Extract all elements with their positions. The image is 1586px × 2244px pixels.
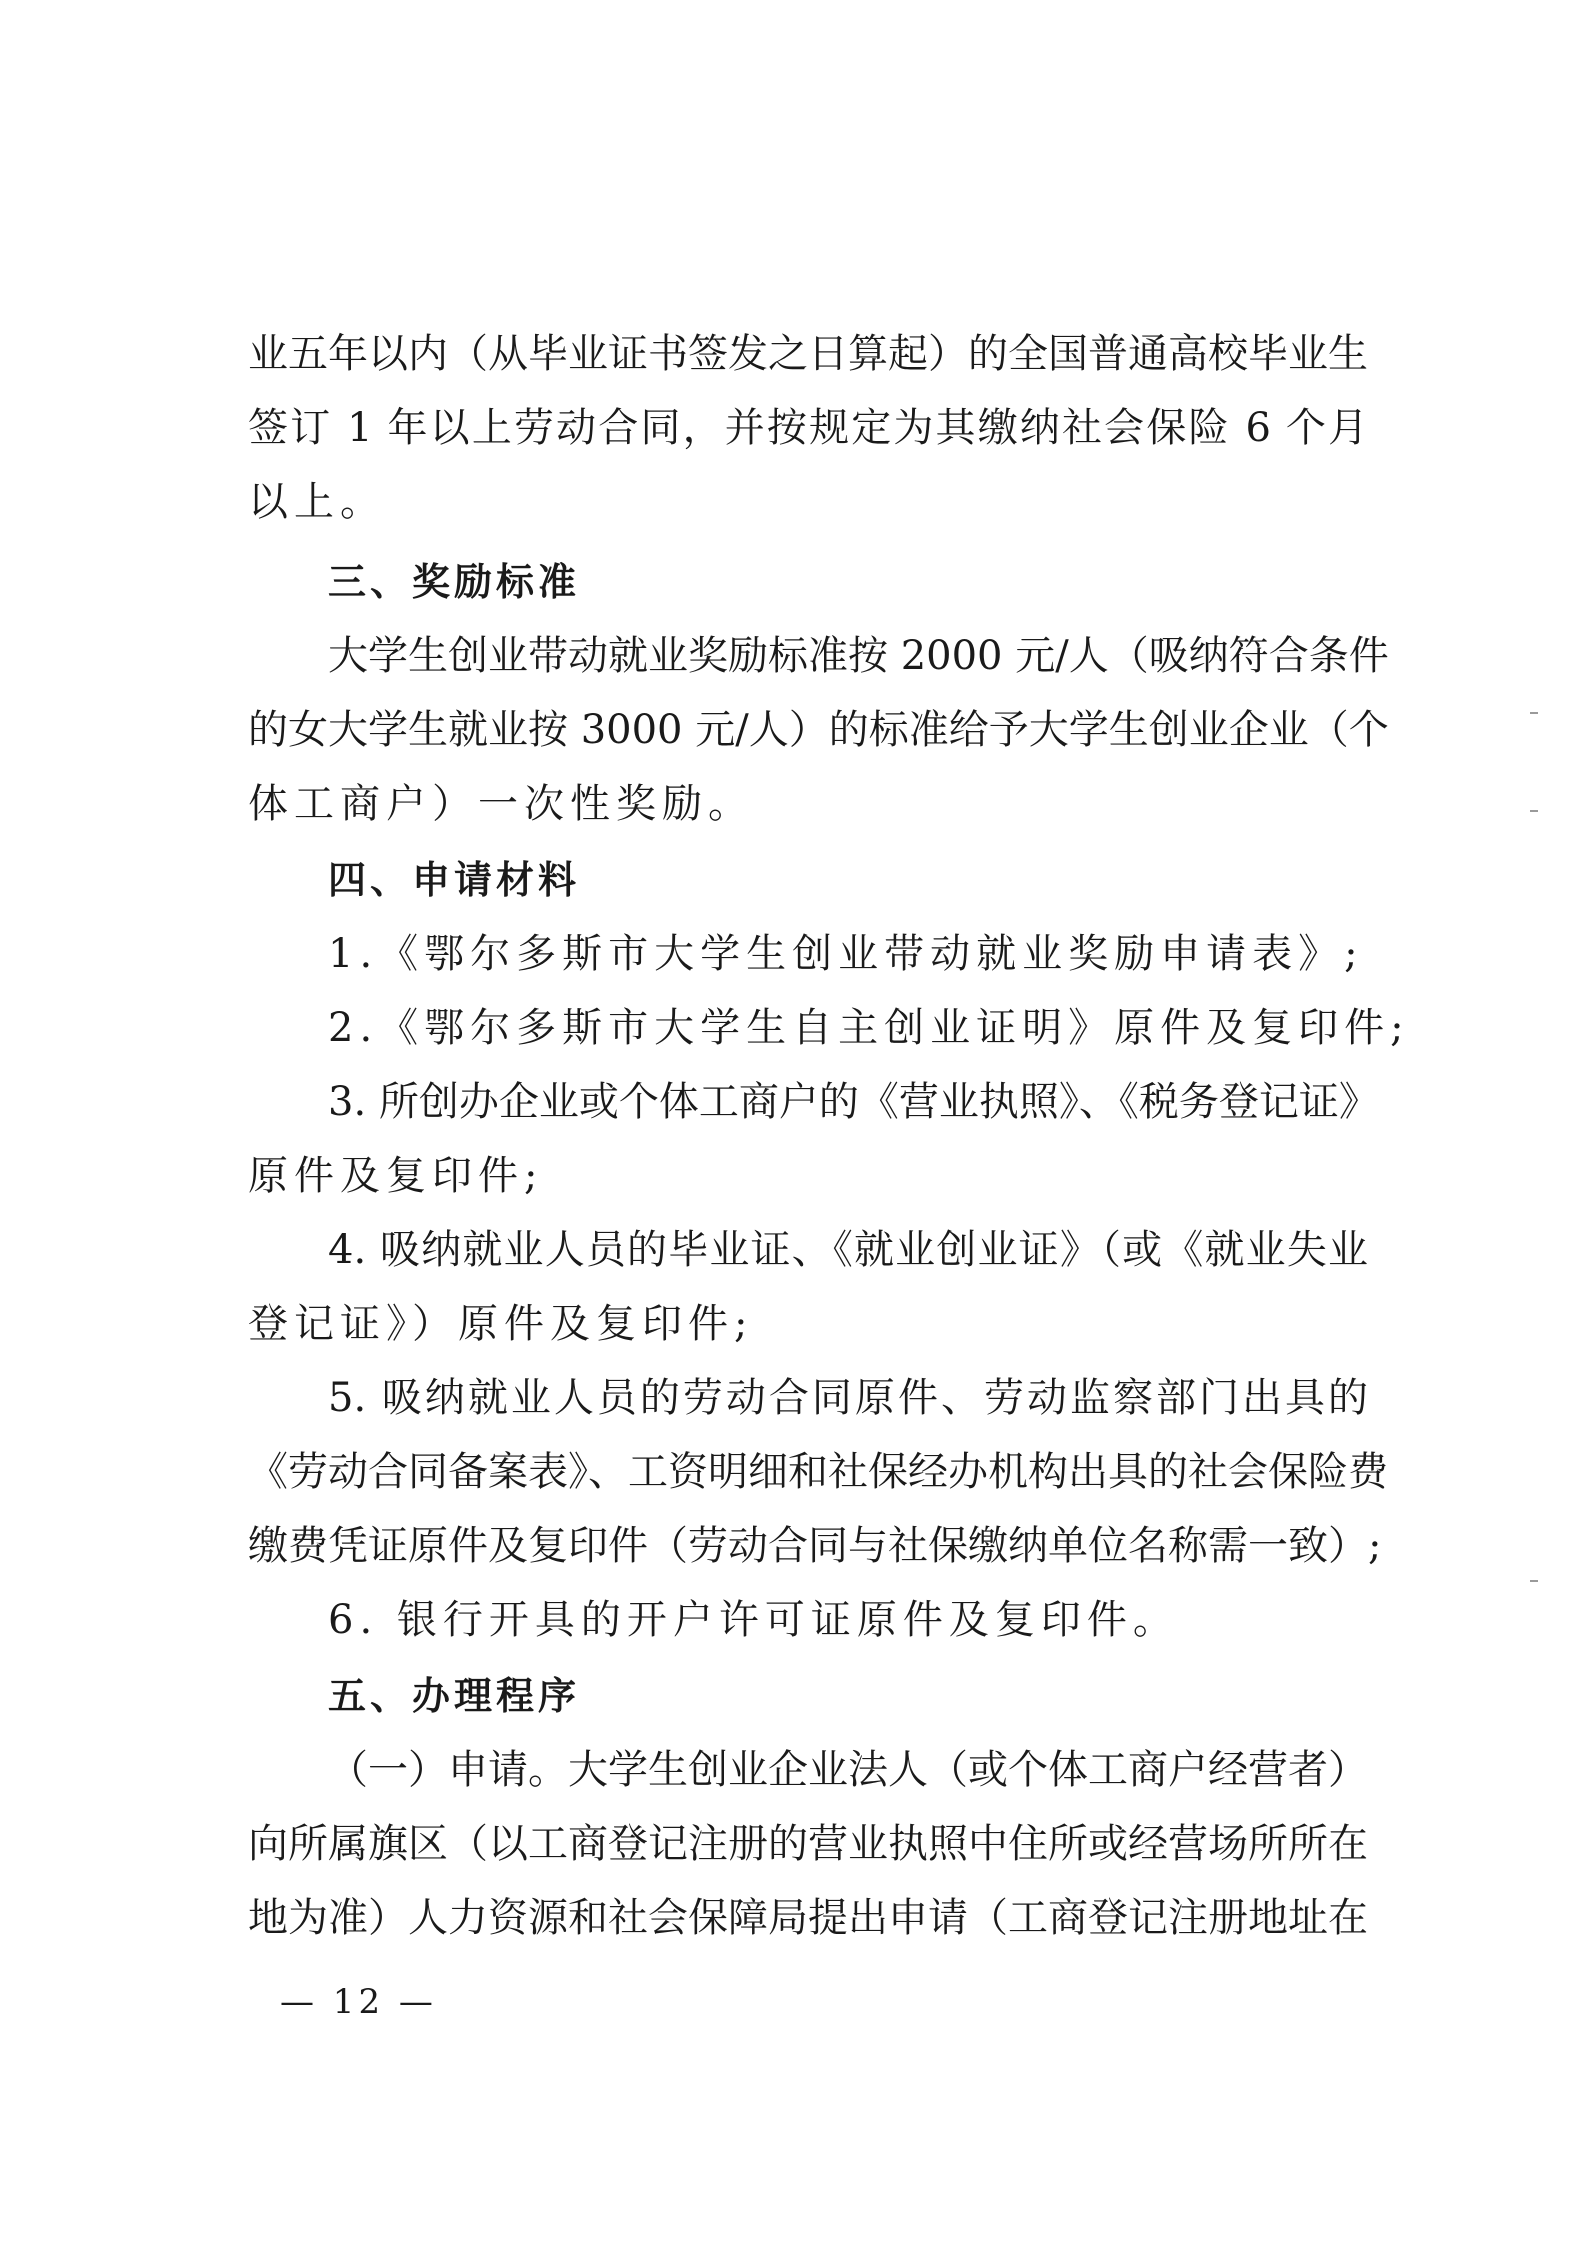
- body-line: 地为准）人力资源和社会保障局提出申请（工商登记注册地址在: [248, 1895, 1368, 1941]
- section-heading: 三、奖励标准: [328, 560, 581, 604]
- body-line: 的女大学生就业按 3000 元/人）的标准给予大学生创业企业（个: [248, 707, 1389, 753]
- section-heading: 五、办理程序: [328, 1674, 581, 1718]
- body-line: 向所属旗区（以工商登记注册的营业执照中住所或经营场所所在: [248, 1821, 1368, 1867]
- body-line: 大学生创业带动就业奖励标准按 2000 元/人（吸纳符合条件: [328, 633, 1389, 679]
- scan-mark: [1530, 712, 1538, 714]
- body-line: 以上。: [248, 479, 386, 525]
- list-item-continuation: 原件及复印件;: [248, 1153, 544, 1199]
- section-heading: 四、申请材料: [328, 858, 581, 902]
- list-item: 6. 银行开具的开户许可证原件及复印件。: [328, 1597, 1179, 1643]
- list-item-continuation: 登记证》）原件及复印件;: [248, 1301, 754, 1347]
- list-item: 2.《鄂尔多斯市大学生自主创业证明》原件及复印件;: [328, 1005, 1410, 1051]
- scan-mark: [1530, 810, 1538, 812]
- list-item: 4. 吸纳就业人员的毕业证、《就业创业证》（或《就业失业: [328, 1227, 1368, 1273]
- page-number: — 12 —: [280, 1982, 437, 2022]
- body-line: （一）申请。大学生创业企业法人（或个体工商户经营者）: [328, 1747, 1368, 1793]
- body-line: 体工商户）一次性奖励。: [248, 781, 754, 827]
- list-item: 3. 所创办企业或个体工商户的《营业执照》、《税务登记证》: [328, 1079, 1379, 1125]
- body-line: 业五年以内（从毕业证书签发之日算起）的全国普通高校毕业生: [248, 331, 1368, 377]
- list-item-continuation: 《劳动合同备案表》、工资明细和社保经办机构出具的社会保险费: [248, 1449, 1388, 1495]
- scan-mark: [1530, 1580, 1538, 1582]
- body-line: 签订 1 年以上劳动合同，并按规定为其缴纳社会保险 6 个月: [248, 405, 1368, 451]
- list-item: 5. 吸纳就业人员的劳动合同原件、劳动监察部门出具的: [328, 1375, 1368, 1421]
- list-item-continuation: 缴费凭证原件及复印件（劳动合同与社保缴纳单位名称需一致）;: [248, 1523, 1382, 1569]
- list-item: 1.《鄂尔多斯市大学生创业带动就业奖励申请表》;: [328, 931, 1364, 977]
